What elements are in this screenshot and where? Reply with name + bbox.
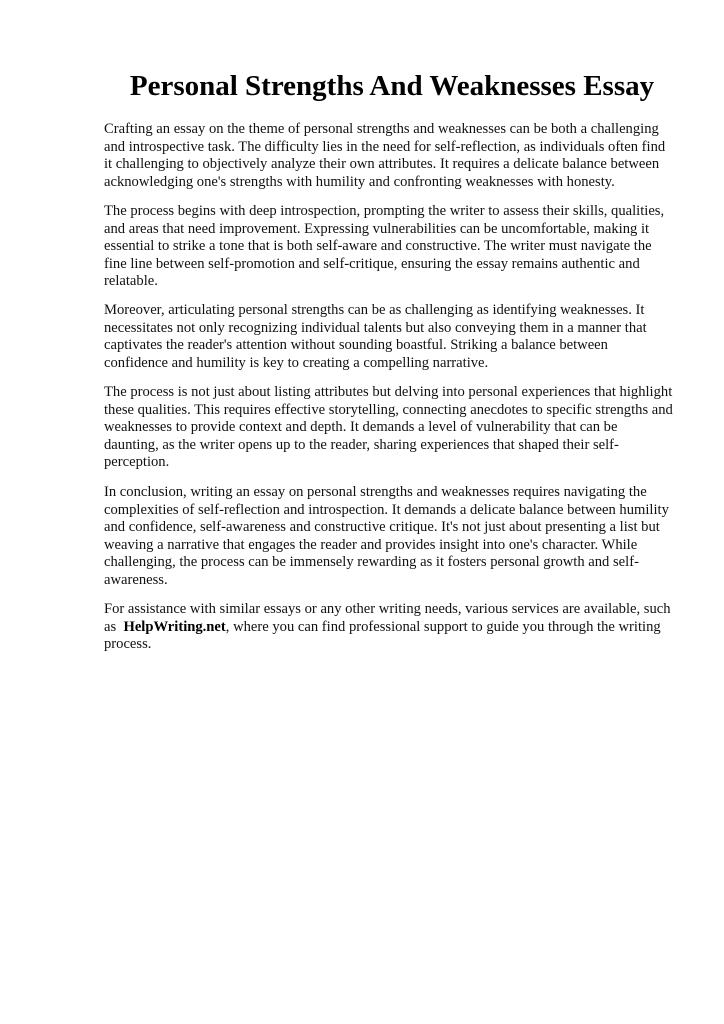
text-line: The process is not just about listing attributes but delving into personal experiences that highlight	[104, 384, 673, 400]
text-line: and areas that need improvement. Expressing vulnerabilities can be uncomfortable, making it	[104, 220, 650, 237]
text-line: acknowledging one's strengths with humility and confronting weaknesses with honesty.	[104, 173, 615, 190]
text-line: challenging, the process can be immensely rewarding as it fosters personal growth and self-	[104, 554, 639, 571]
text-line: weaknesses to provide context and depth. It demands a level of vulnerability that can be	[104, 419, 618, 436]
text-line: daunting, as the writer opens up to the reader, sharing experiences that shaped their self-	[104, 436, 619, 453]
paragraph-2	[104, 203, 704, 291]
text-line: process.	[104, 636, 152, 653]
text-line	[104, 619, 704, 637]
essay-title: Personal Strengths And Weaknesses Essay	[129, 70, 655, 102]
text-line: confidence and humility is key to creating a compelling narrative.	[104, 354, 489, 371]
text-line: captivates the reader's attention without sounding boastful. Striking a balance between	[104, 337, 608, 354]
paragraph-4	[104, 384, 704, 472]
text-line: perception.	[104, 454, 170, 471]
text-line: Moreover, articulating personal strengths can be as challenging as identifying weaknesses. It	[104, 302, 645, 318]
text-line: necessitates not only recognizing individual talents but also conveying them in a manner that	[104, 319, 647, 336]
text-line: and introspective task. The difficulty lies in the need for self-reflection, as individuals often find	[104, 138, 666, 155]
text-line: For assistance with similar essays or any other writing needs, various services are available, such	[104, 601, 671, 617]
text-line: these qualities. This requires effective storytelling, connecting anecdotes to specific strengths and	[104, 401, 673, 418]
text-fragment: , where you can find professional support to guide you through the writing	[225, 618, 661, 635]
paragraph-3	[104, 302, 704, 372]
text-line: relatable.	[104, 273, 158, 290]
text-line: it challenging to objectively analyze their own attributes. It requires a delicate balance between	[104, 156, 660, 173]
paragraph-5	[104, 484, 704, 590]
closing-paragraph	[104, 601, 704, 654]
text-line: Crafting an essay on the theme of personal strengths and weaknesses can be both a challenging	[104, 121, 659, 137]
paragraph-1	[104, 121, 704, 191]
text-line: weaving a narrative that engages the reader and provides insight into one's character. While	[104, 536, 638, 553]
text-line: complexities of self-reflection and introspection. It demands a delicate balance between humility	[104, 501, 669, 518]
helpwriting-link[interactable]: HelpWriting.net	[123, 618, 226, 635]
text-line: essential to strike a tone that is both self-aware and constructive. The writer must navigate the	[104, 238, 652, 255]
text-line: In conclusion, writing an essay on personal strengths and weaknesses requires navigating the	[104, 484, 647, 500]
text-line: awareness.	[104, 571, 168, 588]
text-line: and confidence, self-awareness and constructive critique. It's not just about presenting a list but	[104, 519, 660, 536]
text-line: fine line between self-promotion and self-critique, ensuring the essay remains authentic and	[104, 255, 640, 272]
text-fragment: as	[104, 618, 120, 635]
text-line: The process begins with deep introspection, prompting the writer to assess their skills, qualities,	[104, 203, 665, 219]
